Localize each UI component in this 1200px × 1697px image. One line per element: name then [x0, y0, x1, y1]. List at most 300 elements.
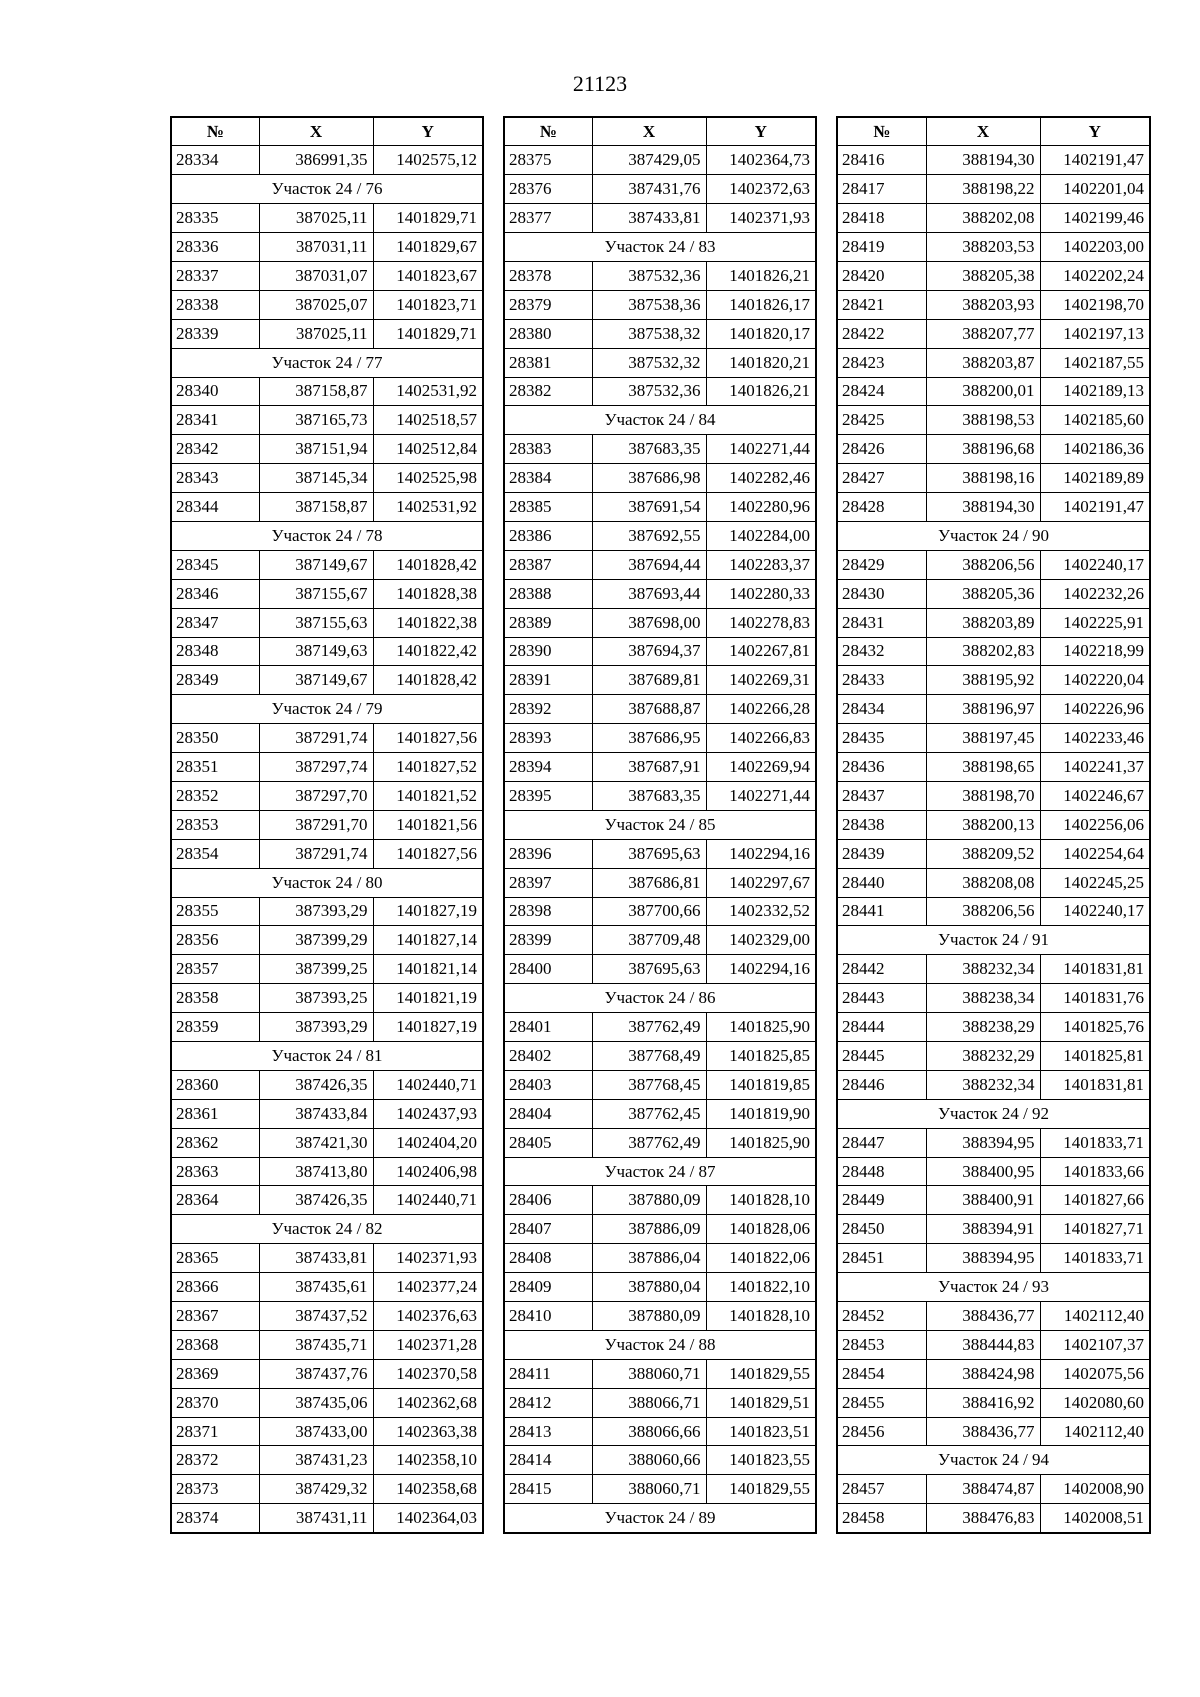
y-coordinate-cell: 1402531,92: [373, 377, 483, 406]
table-header-row: [171, 117, 483, 146]
y-coordinate-cell: 1401819,85: [706, 1070, 816, 1099]
x-coordinate-cell: 387694,44: [592, 550, 706, 579]
point-number-cell: 28417: [837, 175, 926, 204]
table-row: [171, 839, 483, 868]
y-coordinate-cell: 1401828,42: [373, 666, 483, 695]
y-coordinate-cell: 1401821,52: [373, 781, 483, 810]
section-row: [504, 1330, 816, 1359]
point-number-cell: 28356: [171, 926, 259, 955]
table-row: [837, 1475, 1150, 1504]
point-number-cell: 28458: [837, 1504, 926, 1533]
y-coordinate-cell: 1402203,00: [1040, 233, 1150, 262]
section-title: Участок 24 / 88: [504, 1330, 816, 1359]
point-number-cell: 28437: [837, 781, 926, 810]
point-number-cell: 28399: [504, 926, 592, 955]
x-coordinate-cell: 387031,11: [259, 233, 373, 262]
point-number-cell: 28342: [171, 435, 259, 464]
table-row: [837, 608, 1150, 637]
x-coordinate-cell: 388194,30: [926, 146, 1040, 175]
table-row: [504, 377, 816, 406]
point-number-cell: 28389: [504, 608, 592, 637]
header-number: №: [837, 117, 926, 146]
point-number-cell: 28436: [837, 753, 926, 782]
section-title: Участок 24 / 85: [504, 810, 816, 839]
point-number-cell: 28364: [171, 1186, 259, 1215]
y-coordinate-cell: 1401821,19: [373, 984, 483, 1013]
point-number-cell: 28422: [837, 319, 926, 348]
point-number-cell: 28445: [837, 1042, 926, 1071]
x-coordinate-cell: 387429,32: [259, 1475, 373, 1504]
y-coordinate-cell: 1401831,81: [1040, 1070, 1150, 1099]
y-coordinate-cell: 1402294,16: [706, 955, 816, 984]
point-number-cell: 28340: [171, 377, 259, 406]
section-title: Участок 24 / 92: [837, 1099, 1150, 1128]
x-coordinate-cell: 388476,83: [926, 1504, 1040, 1533]
table-row: [837, 348, 1150, 377]
point-number-cell: 28446: [837, 1070, 926, 1099]
y-coordinate-cell: 1401831,76: [1040, 984, 1150, 1013]
table-row: [171, 1446, 483, 1475]
point-number-cell: 28357: [171, 955, 259, 984]
table-row: [171, 579, 483, 608]
point-number-cell: 28407: [504, 1215, 592, 1244]
y-coordinate-cell: 1401828,10: [706, 1302, 816, 1331]
point-number-cell: 28367: [171, 1302, 259, 1331]
y-coordinate-cell: 1402371,93: [373, 1244, 483, 1273]
x-coordinate-cell: 388394,95: [926, 1128, 1040, 1157]
x-coordinate-cell: 387694,37: [592, 637, 706, 666]
section-row: [504, 1504, 816, 1533]
point-number-cell: 28335: [171, 204, 259, 233]
point-number-cell: 28390: [504, 637, 592, 666]
table-row: [504, 695, 816, 724]
x-coordinate-cell: 387413,80: [259, 1157, 373, 1186]
y-coordinate-cell: 1402256,06: [1040, 810, 1150, 839]
y-coordinate-cell: 1402266,28: [706, 695, 816, 724]
y-coordinate-cell: 1402232,26: [1040, 579, 1150, 608]
point-number-cell: 28424: [837, 377, 926, 406]
page-number: 21123: [572, 71, 628, 96]
table-row: [837, 435, 1150, 464]
table-row: [837, 1128, 1150, 1157]
y-coordinate-cell: 1402406,98: [373, 1157, 483, 1186]
y-coordinate-cell: 1401823,55: [706, 1446, 816, 1475]
x-coordinate-cell: 387538,36: [592, 290, 706, 319]
header-x: X: [926, 117, 1040, 146]
x-coordinate-cell: 387291,74: [259, 724, 373, 753]
point-number-cell: 28349: [171, 666, 259, 695]
table-row: [837, 1042, 1150, 1071]
table-row: [504, 319, 816, 348]
x-coordinate-cell: 388207,77: [926, 319, 1040, 348]
x-coordinate-cell: 387538,32: [592, 319, 706, 348]
y-coordinate-cell: 1402226,96: [1040, 695, 1150, 724]
section-title: Участок 24 / 87: [504, 1157, 816, 1186]
point-number-cell: 28375: [504, 146, 592, 175]
section-row: [837, 1099, 1150, 1128]
x-coordinate-cell: 387433,84: [259, 1099, 373, 1128]
table-header-row: [504, 117, 816, 146]
y-coordinate-cell: 1402202,24: [1040, 261, 1150, 290]
point-number-cell: 28369: [171, 1359, 259, 1388]
y-coordinate-cell: 1402284,00: [706, 521, 816, 550]
y-coordinate-cell: 1402280,33: [706, 579, 816, 608]
table-row: [837, 550, 1150, 579]
x-coordinate-cell: 387768,49: [592, 1042, 706, 1071]
y-coordinate-cell: 1402186,36: [1040, 435, 1150, 464]
y-coordinate-cell: 1401826,21: [706, 261, 816, 290]
x-coordinate-cell: 387880,09: [592, 1186, 706, 1215]
x-coordinate-cell: 387532,36: [592, 261, 706, 290]
x-coordinate-cell: 387692,55: [592, 521, 706, 550]
x-coordinate-cell: 388066,71: [592, 1388, 706, 1417]
y-coordinate-cell: 1401825,85: [706, 1042, 816, 1071]
point-number-cell: 28372: [171, 1446, 259, 1475]
y-coordinate-cell: 1401822,42: [373, 637, 483, 666]
section-row: [504, 1157, 816, 1186]
point-number-cell: 28402: [504, 1042, 592, 1071]
table-row: [171, 1504, 483, 1533]
x-coordinate-cell: 388198,22: [926, 175, 1040, 204]
table-row: [171, 897, 483, 926]
y-coordinate-cell: 1402363,38: [373, 1417, 483, 1446]
point-number-cell: 28354: [171, 839, 259, 868]
x-coordinate-cell: 387433,00: [259, 1417, 373, 1446]
y-coordinate-cell: 1401833,71: [1040, 1244, 1150, 1273]
point-number-cell: 28385: [504, 493, 592, 522]
header-y: Y: [1040, 117, 1150, 146]
table-row: [837, 1359, 1150, 1388]
y-coordinate-cell: 1402440,71: [373, 1070, 483, 1099]
point-number-cell: 28403: [504, 1070, 592, 1099]
y-coordinate-cell: 1402376,63: [373, 1302, 483, 1331]
point-number-cell: 28377: [504, 204, 592, 233]
y-coordinate-cell: 1402191,47: [1040, 146, 1150, 175]
point-number-cell: 28339: [171, 319, 259, 348]
table-row: [504, 839, 816, 868]
table-row: [504, 1388, 816, 1417]
section-title: Участок 24 / 82: [171, 1215, 483, 1244]
y-coordinate-cell: 1402225,91: [1040, 608, 1150, 637]
x-coordinate-cell: 388195,92: [926, 666, 1040, 695]
x-coordinate-cell: 387433,81: [592, 204, 706, 233]
table-row: [504, 955, 816, 984]
x-coordinate-cell: 387433,81: [259, 1244, 373, 1273]
point-number-cell: 28440: [837, 868, 926, 897]
table-row: [171, 1302, 483, 1331]
table-row: [171, 1330, 483, 1359]
y-coordinate-cell: 1402377,24: [373, 1273, 483, 1302]
table-row: [504, 435, 816, 464]
table-row: [837, 493, 1150, 522]
x-coordinate-cell: 388416,92: [926, 1388, 1040, 1417]
table-row: [837, 464, 1150, 493]
x-coordinate-cell: 387532,32: [592, 348, 706, 377]
point-number-cell: 28338: [171, 290, 259, 319]
x-coordinate-cell: 387165,73: [259, 406, 373, 435]
y-coordinate-cell: 1401829,51: [706, 1388, 816, 1417]
point-number-cell: 28415: [504, 1475, 592, 1504]
y-coordinate-cell: 1402269,94: [706, 753, 816, 782]
section-title: Участок 24 / 81: [171, 1042, 483, 1071]
x-coordinate-cell: 387691,54: [592, 493, 706, 522]
table-row: [171, 1157, 483, 1186]
x-coordinate-cell: 388066,66: [592, 1417, 706, 1446]
table-row: [171, 666, 483, 695]
section-title: Участок 24 / 78: [171, 521, 483, 550]
table-row: [171, 1244, 483, 1273]
x-coordinate-cell: 387688,87: [592, 695, 706, 724]
point-number-cell: 28344: [171, 493, 259, 522]
y-coordinate-cell: 1402267,81: [706, 637, 816, 666]
y-coordinate-cell: 1402283,37: [706, 550, 816, 579]
point-number-cell: 28343: [171, 464, 259, 493]
x-coordinate-cell: 388232,34: [926, 1070, 1040, 1099]
section-row: [171, 1215, 483, 1244]
table-row: [171, 1359, 483, 1388]
table-body: [837, 146, 1150, 1533]
table-row: [837, 1013, 1150, 1042]
table-row: [504, 290, 816, 319]
table-row: [171, 550, 483, 579]
table-row: [504, 175, 816, 204]
y-coordinate-cell: 1401825,76: [1040, 1013, 1150, 1042]
point-number-cell: 28381: [504, 348, 592, 377]
y-coordinate-cell: 1402512,84: [373, 435, 483, 464]
y-coordinate-cell: 1402329,00: [706, 926, 816, 955]
x-coordinate-cell: 388194,30: [926, 493, 1040, 522]
section-title: Участок 24 / 89: [504, 1504, 816, 1533]
y-coordinate-cell: 1402364,73: [706, 146, 816, 175]
x-coordinate-cell: 388400,95: [926, 1157, 1040, 1186]
y-coordinate-cell: 1402245,25: [1040, 868, 1150, 897]
section-row: [504, 984, 816, 1013]
table-row: [837, 319, 1150, 348]
point-number-cell: 28336: [171, 233, 259, 262]
table-row: [171, 1475, 483, 1504]
y-coordinate-cell: 1401826,21: [706, 377, 816, 406]
x-coordinate-cell: 387399,25: [259, 955, 373, 984]
table-row: [504, 1128, 816, 1157]
point-number-cell: 28334: [171, 146, 259, 175]
point-number-cell: 28393: [504, 724, 592, 753]
table-row: [837, 1215, 1150, 1244]
x-coordinate-cell: 388238,34: [926, 984, 1040, 1013]
y-coordinate-cell: 1401822,10: [706, 1273, 816, 1302]
x-coordinate-cell: 388060,71: [592, 1359, 706, 1388]
point-number-cell: 28379: [504, 290, 592, 319]
x-coordinate-cell: 387709,48: [592, 926, 706, 955]
point-number-cell: 28430: [837, 579, 926, 608]
section-title: Участок 24 / 91: [837, 926, 1150, 955]
y-coordinate-cell: 1402218,99: [1040, 637, 1150, 666]
x-coordinate-cell: 388198,70: [926, 781, 1040, 810]
x-coordinate-cell: 387686,81: [592, 868, 706, 897]
y-coordinate-cell: 1402271,44: [706, 781, 816, 810]
table-row: [504, 868, 816, 897]
point-number-cell: 28353: [171, 810, 259, 839]
table-row: [171, 290, 483, 319]
y-coordinate-cell: 1402187,55: [1040, 348, 1150, 377]
table-row: [171, 1273, 483, 1302]
y-coordinate-cell: 1402241,37: [1040, 753, 1150, 782]
point-number-cell: 28413: [504, 1417, 592, 1446]
table-row: [504, 1273, 816, 1302]
x-coordinate-cell: 387158,87: [259, 493, 373, 522]
section-row: [837, 1273, 1150, 1302]
y-coordinate-cell: 1401820,21: [706, 348, 816, 377]
table-row: [837, 984, 1150, 1013]
y-coordinate-cell: 1402246,67: [1040, 781, 1150, 810]
y-coordinate-cell: 1402240,17: [1040, 897, 1150, 926]
table-row: [171, 1013, 483, 1042]
table-row: [504, 753, 816, 782]
table-row: [171, 1417, 483, 1446]
x-coordinate-cell: 387155,63: [259, 608, 373, 637]
x-coordinate-cell: 387762,49: [592, 1128, 706, 1157]
x-coordinate-cell: 386991,35: [259, 146, 373, 175]
table-row: [504, 1186, 816, 1215]
x-coordinate-cell: 387532,36: [592, 377, 706, 406]
x-coordinate-cell: 387399,29: [259, 926, 373, 955]
table-row: [837, 1157, 1150, 1186]
y-coordinate-cell: 1402362,68: [373, 1388, 483, 1417]
table-row: [171, 377, 483, 406]
point-number-cell: 28361: [171, 1099, 259, 1128]
y-coordinate-cell: 1402075,56: [1040, 1359, 1150, 1388]
table-row: [837, 261, 1150, 290]
table-row: [171, 146, 483, 175]
table-row: [837, 955, 1150, 984]
x-coordinate-cell: 387426,35: [259, 1186, 373, 1215]
table-row: [504, 1215, 816, 1244]
table-row: [504, 146, 816, 175]
point-number-cell: 28359: [171, 1013, 259, 1042]
y-coordinate-cell: 1402199,46: [1040, 204, 1150, 233]
y-coordinate-cell: 1401829,71: [373, 319, 483, 348]
table-row: [171, 493, 483, 522]
x-coordinate-cell: 387683,35: [592, 435, 706, 464]
x-coordinate-cell: 387698,00: [592, 608, 706, 637]
point-number-cell: 28409: [504, 1273, 592, 1302]
y-coordinate-cell: 1401827,52: [373, 753, 483, 782]
y-coordinate-cell: 1401827,14: [373, 926, 483, 955]
y-coordinate-cell: 1402240,17: [1040, 550, 1150, 579]
x-coordinate-cell: 388238,29: [926, 1013, 1040, 1042]
x-coordinate-cell: 388205,36: [926, 579, 1040, 608]
section-title: Участок 24 / 84: [504, 406, 816, 435]
x-coordinate-cell: 388400,91: [926, 1186, 1040, 1215]
x-coordinate-cell: 387025,07: [259, 290, 373, 319]
point-number-cell: 28347: [171, 608, 259, 637]
point-number-cell: 28457: [837, 1475, 926, 1504]
y-coordinate-cell: 1401833,66: [1040, 1157, 1150, 1186]
header-x: X: [592, 117, 706, 146]
point-number-cell: 28428: [837, 493, 926, 522]
x-coordinate-cell: 388060,66: [592, 1446, 706, 1475]
point-number-cell: 28449: [837, 1186, 926, 1215]
x-coordinate-cell: 387762,49: [592, 1013, 706, 1042]
point-number-cell: 28395: [504, 781, 592, 810]
point-number-cell: 28400: [504, 955, 592, 984]
y-coordinate-cell: 1402440,71: [373, 1186, 483, 1215]
section-title: Участок 24 / 93: [837, 1273, 1150, 1302]
table-row: [171, 406, 483, 435]
y-coordinate-cell: 1402282,46: [706, 464, 816, 493]
y-coordinate-cell: 1402198,70: [1040, 290, 1150, 319]
point-number-cell: 28453: [837, 1330, 926, 1359]
y-coordinate-cell: 1402112,40: [1040, 1302, 1150, 1331]
table-row: [171, 608, 483, 637]
point-number-cell: 28351: [171, 753, 259, 782]
point-number-cell: 28447: [837, 1128, 926, 1157]
x-coordinate-cell: 387297,74: [259, 753, 373, 782]
section-row: [504, 810, 816, 839]
table-body: [504, 146, 816, 1533]
point-number-cell: 28366: [171, 1273, 259, 1302]
y-coordinate-cell: 1402371,93: [706, 204, 816, 233]
y-coordinate-cell: 1401827,66: [1040, 1186, 1150, 1215]
table-row: [837, 781, 1150, 810]
y-coordinate-cell: 1401821,56: [373, 810, 483, 839]
point-number-cell: 28365: [171, 1244, 259, 1273]
table-row: [837, 377, 1150, 406]
x-coordinate-cell: 387393,29: [259, 1013, 373, 1042]
point-number-cell: 28387: [504, 550, 592, 579]
y-coordinate-cell: 1401825,90: [706, 1128, 816, 1157]
table-row: [171, 926, 483, 955]
section-title: Участок 24 / 76: [171, 175, 483, 204]
y-coordinate-cell: 1401827,19: [373, 897, 483, 926]
point-number-cell: 28358: [171, 984, 259, 1013]
point-number-cell: 28451: [837, 1244, 926, 1273]
table-row: [504, 1302, 816, 1331]
table-row: [171, 319, 483, 348]
section-row: [171, 868, 483, 897]
table-row: [837, 406, 1150, 435]
table-row: [504, 724, 816, 753]
table-row: [837, 839, 1150, 868]
y-coordinate-cell: 1402364,03: [373, 1504, 483, 1533]
table-row: [171, 637, 483, 666]
point-number-cell: 28406: [504, 1186, 592, 1215]
table-row: [171, 261, 483, 290]
y-coordinate-cell: 1402294,16: [706, 839, 816, 868]
point-number-cell: 28382: [504, 377, 592, 406]
y-coordinate-cell: 1401829,71: [373, 204, 483, 233]
x-coordinate-cell: 387686,95: [592, 724, 706, 753]
y-coordinate-cell: 1402080,60: [1040, 1388, 1150, 1417]
x-coordinate-cell: 387435,71: [259, 1330, 373, 1359]
y-coordinate-cell: 1402280,96: [706, 493, 816, 522]
table-row: [837, 810, 1150, 839]
table-row: [504, 1042, 816, 1071]
point-number-cell: 28376: [504, 175, 592, 204]
table-row: [837, 1388, 1150, 1417]
x-coordinate-cell: 387429,05: [592, 146, 706, 175]
table-row: [837, 1186, 1150, 1215]
table-row: [837, 1330, 1150, 1359]
point-number-cell: 28427: [837, 464, 926, 493]
section-title: Участок 24 / 80: [171, 868, 483, 897]
y-coordinate-cell: 1401828,38: [373, 579, 483, 608]
x-coordinate-cell: 388203,87: [926, 348, 1040, 377]
table-row: [504, 608, 816, 637]
x-coordinate-cell: 388202,08: [926, 204, 1040, 233]
x-coordinate-cell: 387149,67: [259, 666, 373, 695]
x-coordinate-cell: 387025,11: [259, 204, 373, 233]
table-row: [837, 1302, 1150, 1331]
